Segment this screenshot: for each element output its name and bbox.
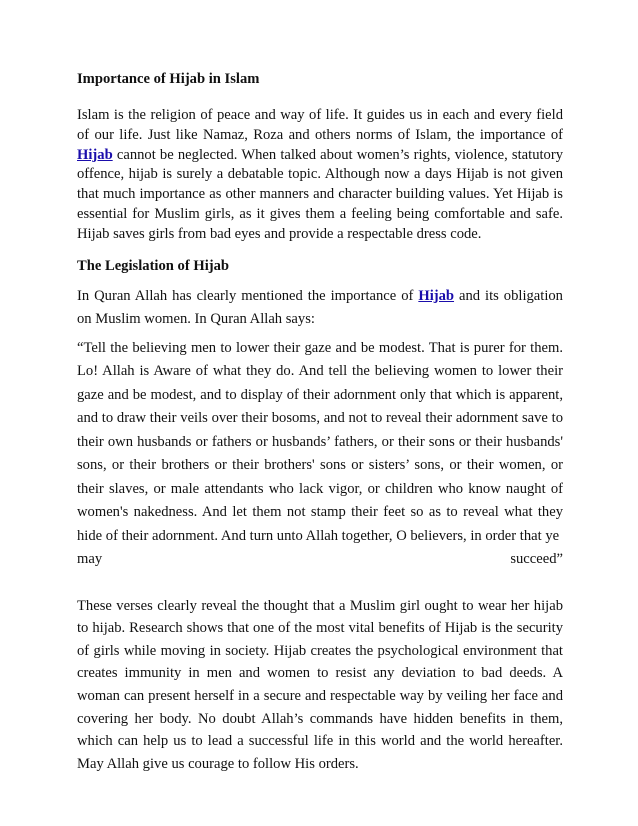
- quote-body: “Tell the believing men to lower their gaze and be modest. That is purer for them. Lo! Allah is Aware of what they do. And tell the believing women to lower their gaze and be modest, and to display of their adornment only that which is apparent, and to draw their veils over their bosoms, and not to reveal their adornment save to their own husbands or fathers or husbands’ fathers, or their sons or their husbands' sons, or their brothers or their brothers' sons or sisters’ sons, or their women, or their slaves, or male attendants who lack vigor, or children who know naught of women's nakedness. And let them not stamp their feet so as to reveal what they hide of their adornment. And turn unto Allah together, O believers, in order that ye: [77, 339, 563, 544]
- document-page: [77, 70, 563, 775]
- hijab-link[interactable]: Hijab: [77, 146, 113, 163]
- legislation-text-before-link: In Quran Allah has clearly mentioned the importance of: [77, 287, 414, 304]
- quran-quote: [77, 337, 563, 572]
- intro-paragraph: [77, 106, 563, 245]
- document-title: Importance of Hijab in Islam: [77, 71, 260, 87]
- legislation-text-after-link: and its obligation on Muslim women. In Quran Allah says:: [77, 287, 563, 327]
- quote-last-right: succeed”: [510, 551, 563, 568]
- quote-last-left: may: [77, 551, 103, 568]
- intro-text-before-link: Islam is the religion of peace and way of life. It guides us in each and every field of our life. Just like Namaz, Roza and others norms of Islam, the importance of: [77, 107, 563, 143]
- legislation-paragraph: [77, 285, 563, 331]
- conclusion-paragraph: These verses clearly reveal the thought that a Muslim girl ought to wear her hijab to hijab. Research shows that one of the most vital benefits of Hijab is the security of girls while moving in society. Hijab creates the psychological environment that creates immunity in men and women to resist any deviation to bad deeds. A woman can present herself in a secure and respectable way by veiling her face and covering her body. No doubt Allah’s commands have hidden benefits in them, which can help us to lead a successful life in this world and the world hereafter. May Allah give us courage to follow His orders.: [77, 597, 563, 772]
- hijab-link-2[interactable]: Hijab: [418, 287, 455, 304]
- section-heading: The Legislation of Hijab: [77, 257, 230, 274]
- quote-last-line: [77, 548, 563, 572]
- intro-text-after-link: cannot be neglected. When talked about women’s rights, violence, statutory offence, hijab is surely a debatable topic. Although now a days Hijab is not given that much importance as other manners and character building values. Yet Hijab is essential for Muslim girls, as it gives them a feeling being comfortable and safe. Hijab saves girls from bad eyes and provide a respectable dress code.: [77, 146, 563, 242]
